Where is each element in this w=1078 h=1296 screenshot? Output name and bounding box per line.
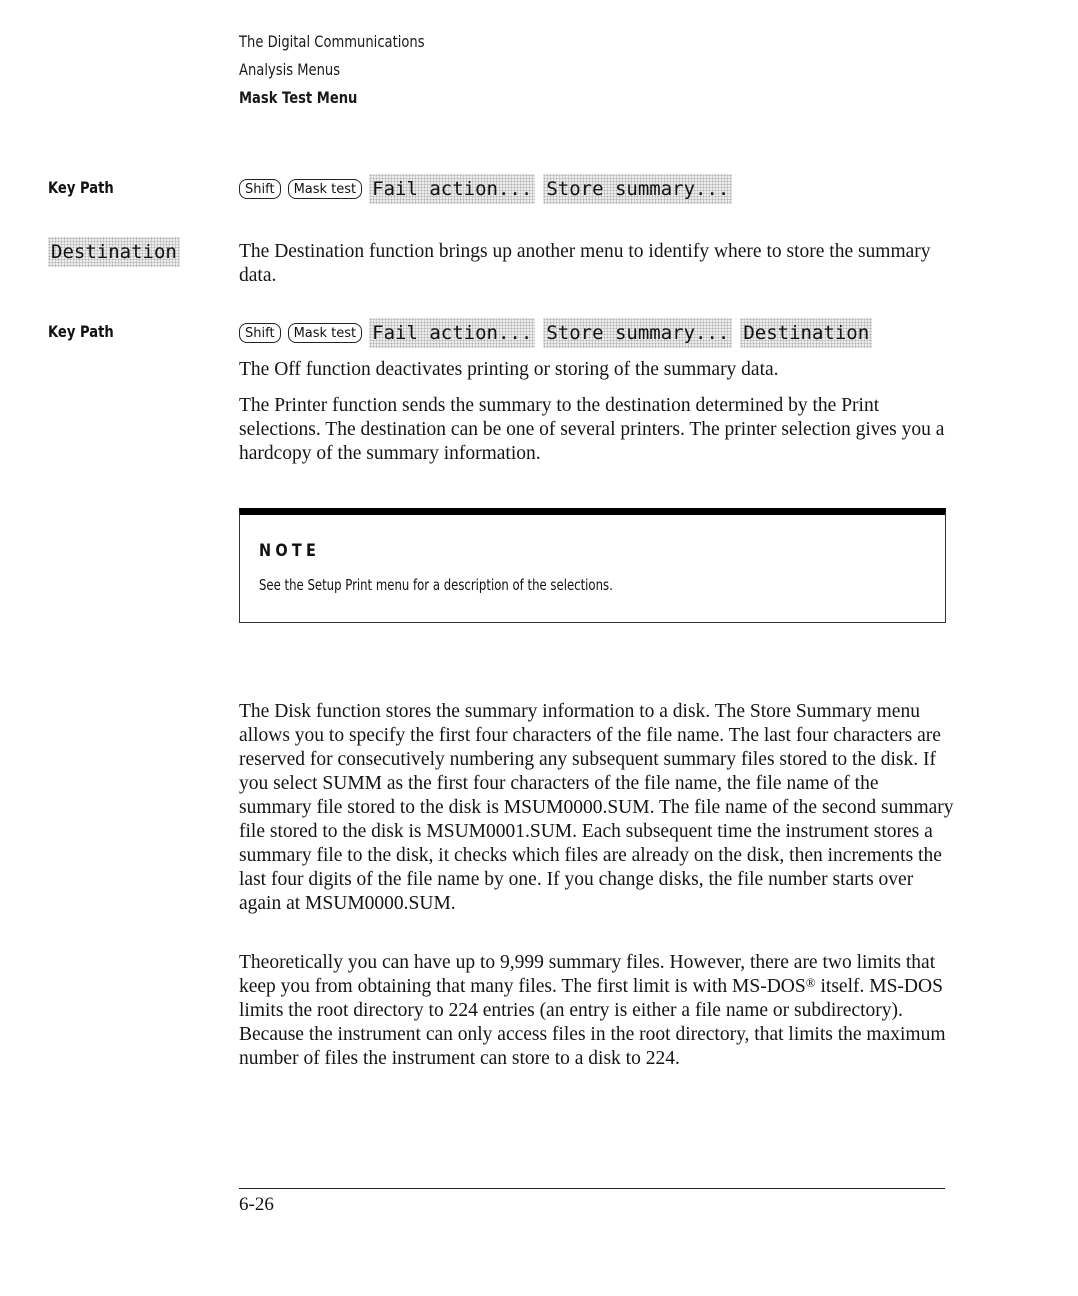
mask-test-key: Mask test <box>288 179 363 199</box>
note-text: See the Setup Print menu for a description of the selections. <box>259 576 613 594</box>
note-title: NOTE <box>259 541 321 561</box>
fail-action-softkey: Fail action... <box>369 318 535 348</box>
mask-test-key: Mask test <box>288 323 363 343</box>
key-path-sequence-2 <box>239 318 880 348</box>
destination-softkey: Destination <box>740 318 872 348</box>
header-chapter-title: The Digital Communications <box>239 32 425 51</box>
note-box <box>239 508 946 623</box>
printer-description: The Printer function sends the summary to the destination determined by the Print selections. The destination can be one of several printers. The printer selection gives you a hardcopy of the summary information. <box>239 395 945 464</box>
fail-action-softkey: Fail action... <box>369 174 535 204</box>
key-path-label: Key Path <box>48 178 114 197</box>
file-limits-description <box>239 951 955 1071</box>
disk-description: The Disk function stores the summary information to a disk. The Store Summary menu allows you to specify the first four characters of the file name. The last four characters are reserved for consecutively numbering any subsequent summary files stored to the disk. If you select SUMM as the first four characters of the file name, the file name of the summary file stored to the disk is MSUM0000.SUM. The file name of the second summary file stored to the disk is MSUM0001.SUM. Each subsequent time the instrument stores a summary file to the disk, it checks which files are already on the disk, then increments the last four digits of the file name by one. If you change disks, the file number starts over again at MSUM0000.SUM. <box>239 701 954 914</box>
destination-description: The Destination function brings up another menu to identify where to store the summary data. <box>239 241 931 286</box>
header-menu-title: Mask Test Menu <box>239 88 358 107</box>
off-description: The Off function deactivates printing or storing of the summary data. <box>239 359 779 380</box>
header-section-title: Analysis Menus <box>239 60 341 79</box>
file-limits-text-part2: itself. MS-DOS limits the root directory to 224 entries (an entry is either a file name or subdirectory). Because the instrument can only access files in the root directory, that limits the maximum number of files the instrument can store to a disk to 224. <box>239 976 946 1069</box>
registered-trademark-mark: ® <box>805 975 816 990</box>
shift-key: Shift <box>239 179 281 199</box>
file-limits-text-part1: Theoretically you can have up to 9,999 summary files. However, there are two limits that keep you from obtaining that many files. The first limit is with MS-DOS <box>239 952 936 997</box>
store-summary-softkey: Store summary... <box>543 318 732 348</box>
store-summary-softkey: Store summary... <box>543 174 732 204</box>
footer-rule <box>239 1188 945 1189</box>
destination-softkey-label: Destination <box>48 237 180 267</box>
key-path-label-2: Key Path <box>48 322 114 341</box>
shift-key: Shift <box>239 323 281 343</box>
key-path-sequence <box>239 174 740 204</box>
page-number: 6-26 <box>239 1194 274 1215</box>
